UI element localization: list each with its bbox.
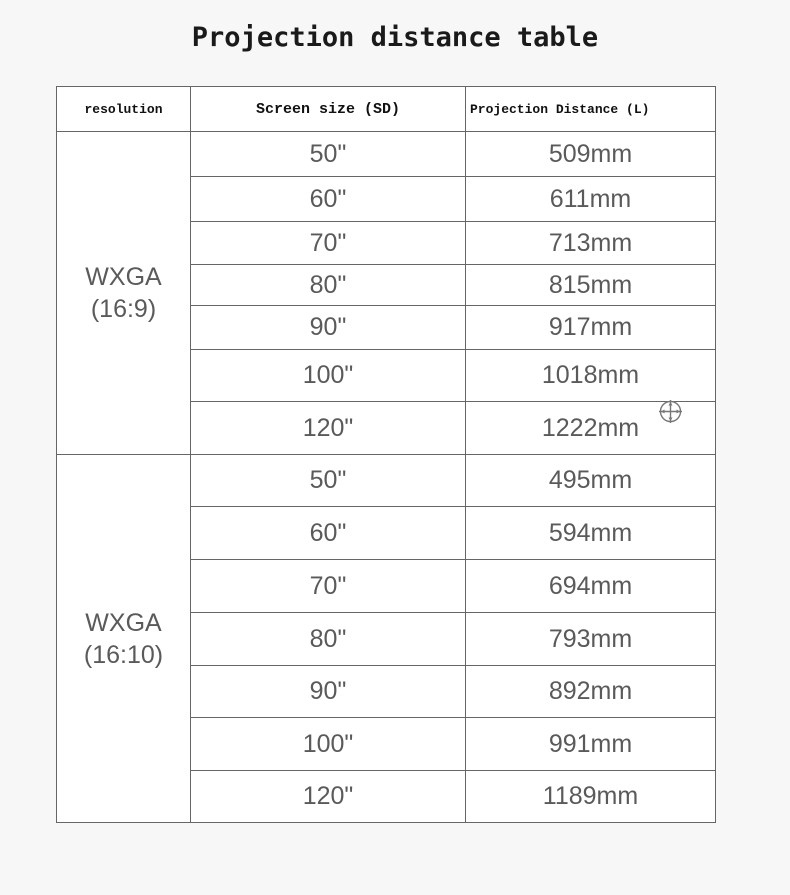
table-row: [57, 455, 716, 507]
screen-size-cell: 80": [191, 613, 466, 666]
distance-cell: 991mm: [466, 718, 716, 771]
distance-cell: 694mm: [466, 560, 716, 613]
header-projection-distance: Projection Distance (L): [466, 87, 716, 132]
distance-cell: 611mm: [466, 177, 716, 222]
screen-size-cell: 70": [191, 222, 466, 265]
resolution-ratio: (16:9): [90, 295, 157, 323]
resolution-ratio: (16:10): [83, 640, 164, 669]
screen-size-cell: 120": [191, 771, 466, 823]
distance-cell: 793mm: [466, 613, 716, 666]
screen-size-cell: 80": [191, 265, 466, 306]
screen-size-cell: 50": [191, 455, 466, 507]
resolution-label: WXGA: [85, 608, 162, 637]
resolution-cell-wxga-16-10: [57, 455, 191, 823]
screen-size-cell: 70": [191, 560, 466, 613]
screen-size-cell: 120": [191, 402, 466, 455]
table-header-row: [57, 87, 716, 132]
screen-size-cell: 60": [191, 177, 466, 222]
distance-cell: 509mm: [466, 132, 716, 177]
resolution-label: WXGA: [85, 263, 162, 291]
crosshair-move-cursor-icon: [658, 399, 683, 424]
page-title: Projection distance table: [191, 22, 599, 53]
distance-cell: 1222mm: [466, 402, 716, 455]
distance-cell: 713mm: [466, 222, 716, 265]
table-row: [57, 132, 716, 177]
screen-size-cell: 90": [191, 666, 466, 718]
screen-size-cell: 60": [191, 507, 466, 560]
screen-size-cell: 100": [191, 350, 466, 402]
header-screen-size: Screen size (SD): [191, 87, 466, 132]
projection-distance-table: [56, 86, 716, 823]
distance-cell: 1018mm: [466, 350, 716, 402]
distance-cell: 594mm: [466, 507, 716, 560]
header-resolution: resolution: [57, 87, 191, 132]
resolution-cell-wxga-16-9: [57, 132, 191, 455]
distance-cell: 495mm: [466, 455, 716, 507]
distance-cell: 892mm: [466, 666, 716, 718]
screen-size-cell: 90": [191, 306, 466, 350]
distance-cell: 917mm: [466, 306, 716, 350]
distance-cell: 815mm: [466, 265, 716, 306]
distance-cell: 1189mm: [466, 771, 716, 823]
screen-size-cell: 100": [191, 718, 466, 771]
screen-size-cell: 50": [191, 132, 466, 177]
